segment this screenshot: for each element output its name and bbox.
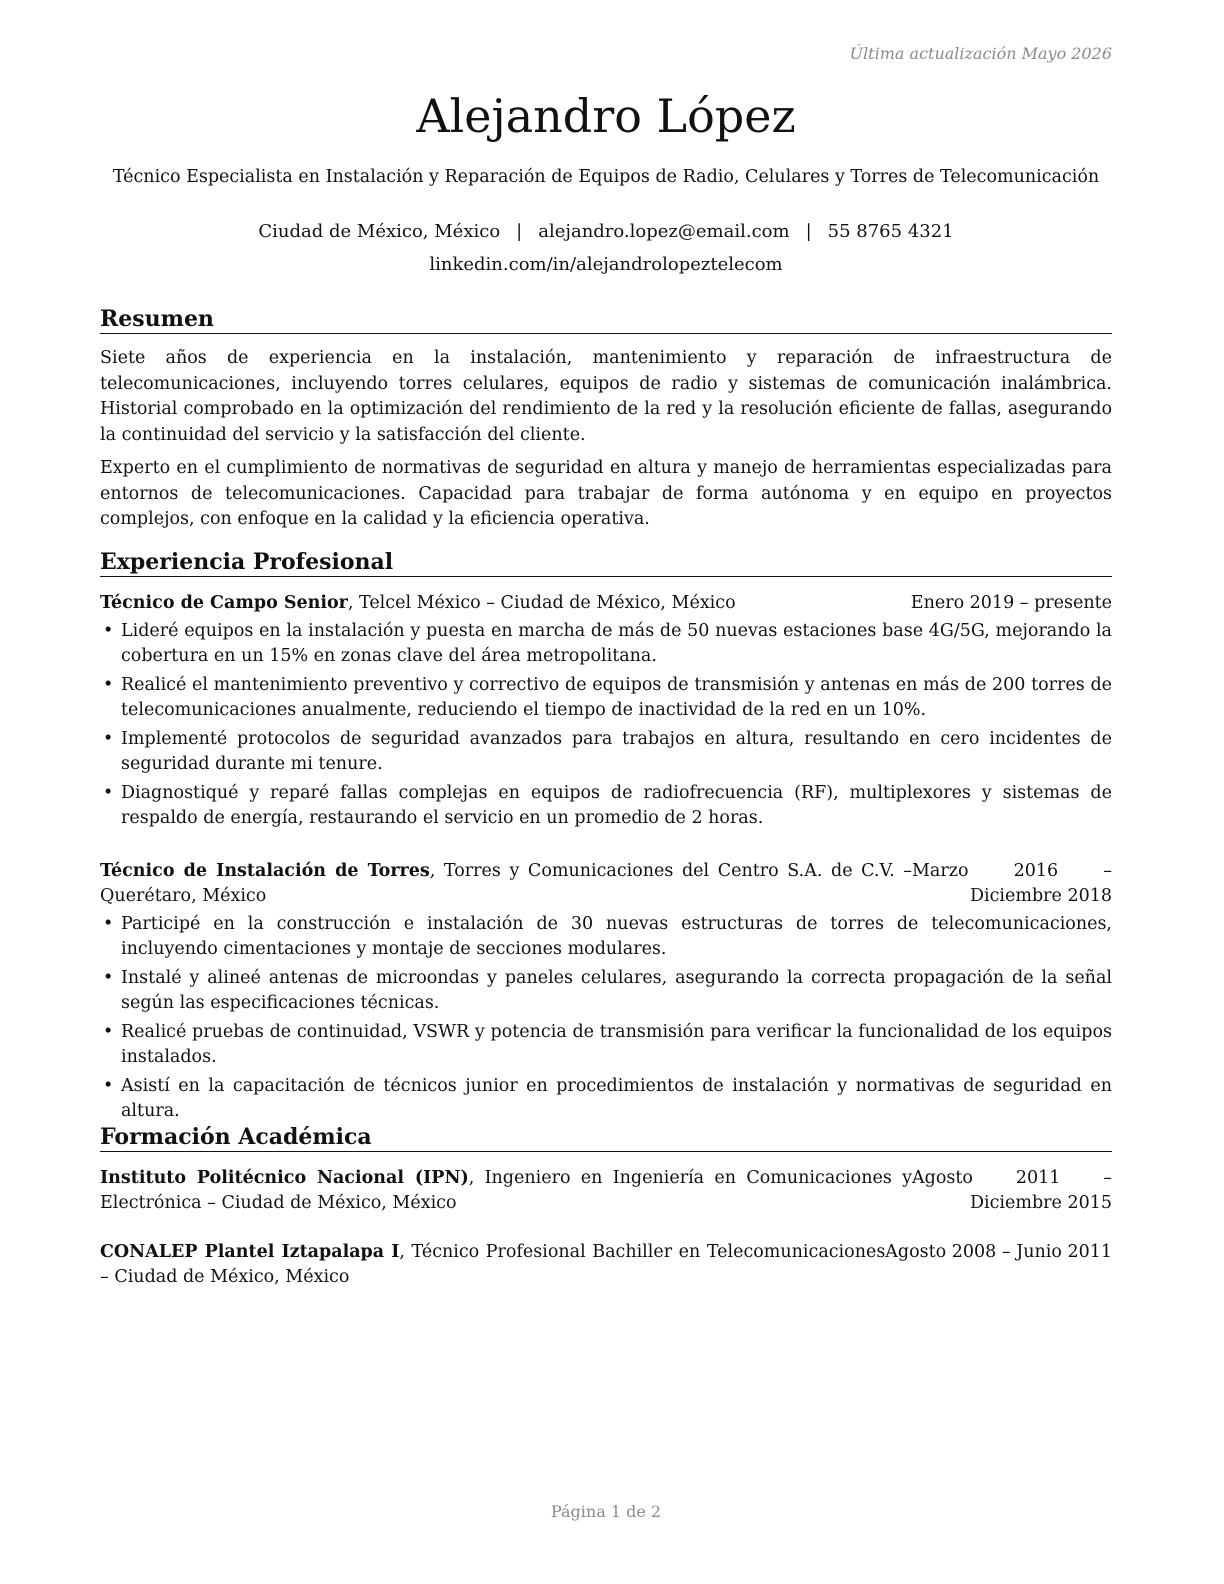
- page-number: Página 1 de 2: [550, 1502, 662, 1521]
- education-institution: CONALEP Plantel Iztapalapa I: [100, 1242, 400, 1262]
- education-degree: , Técnico Profesional Bachiller en Telecomunicaciones – Ciudad de México, México: [100, 1242, 886, 1287]
- education-entry: [100, 1166, 1112, 1216]
- bullet-text: Implementé protocolos de seguridad avanzados para trabajos en altura, resultando en cero incidentes de seguridad durante mi tenure.: [121, 729, 1112, 774]
- bullet-text: Lideré equipos en la instalación y puesta en marcha de más de 50 nuevas estaciones base 4G/5G, mejorando la cobertura en un 15% en zonas clave del área metropolitana.: [121, 621, 1112, 666]
- bullet-icon: •: [103, 1022, 114, 1042]
- section-title-experience: Experiencia Profesional: [100, 548, 1112, 577]
- job-dates: Marzo 2016 – Diciembre 2018: [912, 861, 1112, 906]
- section-title-education: Formación Académica: [100, 1123, 1112, 1152]
- contact-separator: |: [805, 221, 812, 242]
- contact-linkedin[interactable]: linkedin.com/in/alejandrolopeztelecom: [429, 254, 783, 275]
- job-dates: Enero 2019 – presente: [910, 593, 1112, 613]
- list-item: [100, 1020, 1112, 1070]
- bullet-icon: •: [103, 968, 114, 988]
- bullet-text: Diagnostiqué y reparé fallas complejas en equipos de radiofrecuencia (RF), multiplexores y sistemas de respaldo de energía, restaurando el servicio en un promedio de 2 horas.: [121, 783, 1112, 828]
- education-degree: , Ingeniero en Ingeniería en Comunicaciones y Electrónica – Ciudad de México, México: [100, 1168, 912, 1213]
- bullet-icon: •: [103, 1076, 114, 1096]
- job-header: [100, 859, 1112, 909]
- section-title-summary: Resumen: [100, 305, 1112, 334]
- last-updated: Última actualización Mayo 2026: [849, 44, 1112, 63]
- candidate-headline: Técnico Especialista en Instalación y Reparación de Equipos de Radio, Celulares y Torres de Telecomunicación: [112, 167, 1100, 187]
- education-title-line: [100, 1166, 912, 1216]
- list-item: [100, 619, 1112, 669]
- bullet-text: Participé en la construcción e instalación de 30 nuevas estructuras de torres de telecomunicaciones, incluyendo cimentaciones y montaje de secciones modulares.: [121, 914, 1112, 959]
- bullet-icon: •: [103, 675, 114, 695]
- job-bullets: [100, 619, 1112, 831]
- list-item: [100, 673, 1112, 723]
- job-role: Técnico de Campo Senior: [100, 593, 348, 613]
- list-item: [100, 966, 1112, 1016]
- contact-separator: |: [516, 221, 523, 242]
- list-item: [100, 781, 1112, 831]
- job-header: [100, 591, 1112, 616]
- contact-line: [100, 220, 1112, 244]
- bullet-text: Asistí en la capacitación de técnicos junior en procedimientos de instalación y normativas de seguridad en altura.: [121, 1076, 1112, 1121]
- list-item: [100, 727, 1112, 777]
- bullet-icon: •: [103, 783, 114, 803]
- education-entry: [100, 1240, 1112, 1290]
- education-dates: Agosto 2008 – Junio 2011: [885, 1242, 1112, 1262]
- bullet-icon: •: [103, 914, 114, 934]
- summary-paragraph: Siete años de experiencia en la instalación, mantenimiento y reparación de infraestructura de telecomunicaciones, incluyendo torres celulares, equipos de radio y sistemas de comunicación inalámbrica. Historial comprobado en la optimización del rendimiento de la red y la resolución eficiente de fallas, asegurando la continuidad del servicio y la satisfacción del cliente.: [100, 348, 1112, 445]
- contact-phone: 55 8765 4321: [827, 221, 954, 242]
- bullet-text: Realicé pruebas de continuidad, VSWR y potencia de transmisión para verificar la funcionalidad de los equipos instalados.: [121, 1022, 1112, 1067]
- education-institution: Instituto Politécnico Nacional (IPN): [100, 1168, 469, 1188]
- job-entry: [100, 859, 1112, 1128]
- job-company: , Telcel México – Ciudad de México, México: [347, 593, 736, 613]
- job-bullets: [100, 912, 1112, 1124]
- education-title-line: [100, 1240, 885, 1290]
- job-company: , Torres y Comunicaciones del Centro S.A. de C.V. – Querétaro, México: [100, 861, 912, 906]
- bullet-icon: •: [103, 621, 114, 641]
- bullet-text: Realicé el mantenimiento preventivo y correctivo de equipos de transmisión y antenas en más de 200 torres de telecomunicaciones anualmente, reduciendo el tiempo de inactividad de la red en un 10%.: [121, 675, 1112, 720]
- job-title-line: [100, 591, 911, 616]
- education-header: [100, 1166, 1112, 1216]
- contact-email[interactable]: alejandro.lopez@email.com: [538, 221, 790, 242]
- education-header: [100, 1240, 1112, 1290]
- education-dates: Agosto 2011 – Diciembre 2015: [912, 1168, 1112, 1213]
- list-item: [100, 1074, 1112, 1124]
- bullet-text: Instalé y alineé antenas de microondas y paneles celulares, asegurando la correcta propagación de la señal según las especificaciones técnicas.: [121, 968, 1112, 1013]
- bullet-icon: •: [103, 729, 114, 749]
- candidate-name: Alejandro López: [416, 89, 796, 143]
- job-role: Técnico de Instalación de Torres: [100, 861, 430, 881]
- contact-location: Ciudad de México, México: [258, 221, 501, 242]
- job-title-line: [100, 859, 912, 909]
- resume-page: [100, 0, 1112, 1584]
- summary-paragraph: Experto en el cumplimiento de normativas de seguridad en altura y manejo de herramientas especializadas para entornos de telecomunicaciones. Capacidad para trabajar de forma autónoma y en equipo en proyectos complejos, con enfoque en la calidad y la eficiencia operativa.: [100, 458, 1112, 529]
- list-item: [100, 912, 1112, 962]
- job-entry: [100, 591, 1112, 835]
